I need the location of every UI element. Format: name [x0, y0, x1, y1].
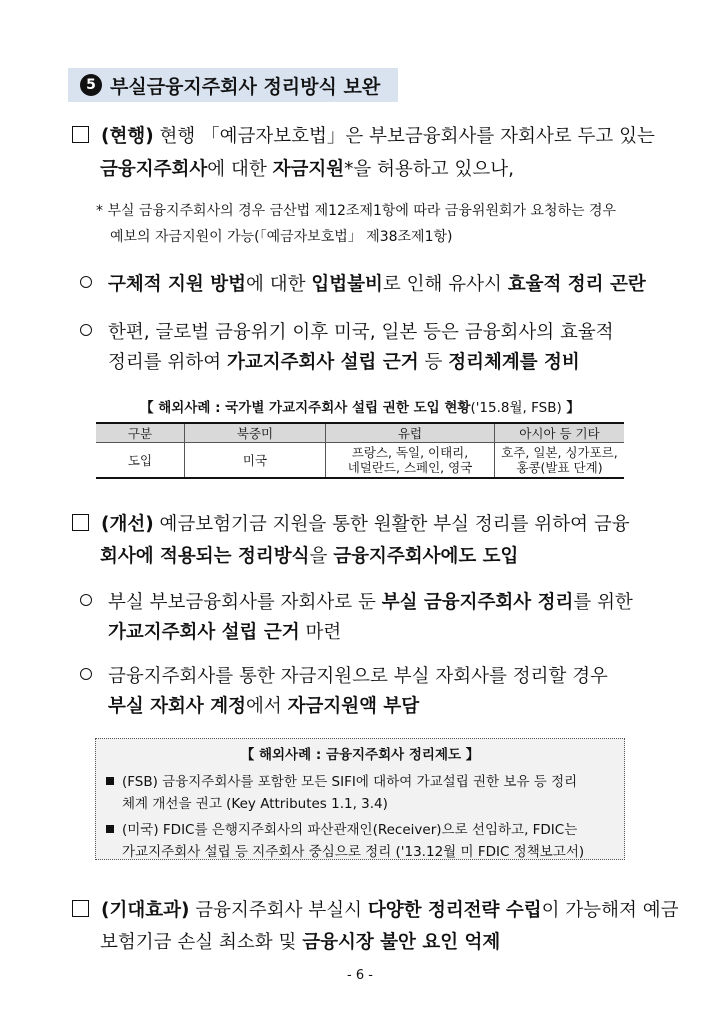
table-cell: 미국: [185, 443, 326, 479]
case-box-title: 【 해외사례 : 금융지주회사 정리제도 】: [240, 747, 480, 763]
improve-bullet2-line2: [108, 690, 419, 724]
ib1-1a: 부실 부보금융회사를 자회사로 둔: [108, 592, 382, 613]
bullet1-b: 에 대한: [245, 274, 312, 295]
case2-l1: (미국) FDIC를 은행지주회사의 파산관재인(Receiver)으로 선임하고, FDIC는: [122, 822, 578, 838]
current-line-1: [72, 120, 655, 154]
current-text-1: 현행 「예금자보호법」은 부보금융회사를 자회사로 두고 있는: [159, 126, 655, 147]
ib2-1: 금융지주회사를 통한 자금지원으로 부실 자회사를 정리할 경우: [108, 666, 608, 687]
checkbox-square-icon: [72, 514, 89, 531]
current-term-holding: 금융지주회사: [100, 159, 208, 180]
bullet1-a: 구체적 지원 방법: [108, 274, 246, 295]
square-bullet-icon: [106, 825, 114, 833]
improve-2b: 을: [309, 546, 334, 567]
table-header: 북중미: [185, 423, 326, 443]
bullet2-2d: 정리체계를 정비: [448, 352, 580, 373]
table-header: 아시아 등 기타: [495, 423, 625, 443]
circle-bullet-icon: [80, 594, 92, 606]
circle-bullet-icon: [80, 668, 92, 680]
case-item-2-line-2: 가교지주회사 설립 등 지주회사 중심으로 정리 ('13.12월 미 FDIC 정책보고서): [122, 844, 585, 860]
case-item-2-line-1: [106, 819, 624, 841]
checkbox-square-icon: [72, 900, 89, 917]
current-line-2: [100, 153, 514, 187]
page-number: - 6 -: [347, 968, 373, 983]
ib1-1c: 를 위한: [573, 592, 633, 613]
improve-label: (개선): [101, 514, 154, 535]
improve-line-2: [100, 540, 518, 574]
case-item-1-line-1: [106, 771, 624, 793]
effect-line-2: [100, 926, 500, 960]
table-cell: 프랑스, 독일, 이태리, 네덜란드, 스페인, 영국: [326, 443, 495, 479]
section-title: [68, 68, 398, 102]
ib1-1b: 부실 금융지주회사 정리: [381, 592, 574, 613]
circle-bullet-icon: [80, 324, 92, 336]
bullet1-d: 로 인해 유사시: [382, 274, 508, 295]
improve-bullet1-line1: [80, 586, 633, 620]
case1-l1: (FSB) 금융지주회사를 포함한 모든 SIFI에 대하여 가교설립 권한 보유 등 정리: [122, 774, 578, 790]
ib2-2c: 자금지원액 부담: [287, 696, 420, 717]
square-bullet-icon: [106, 777, 114, 785]
improve-bullet2-line1: [80, 660, 608, 694]
bullet-legislation: [80, 268, 646, 302]
caption-prefix: 【 해외사례 :: [140, 400, 226, 416]
effect-2b: 및: [272, 932, 303, 953]
bullet1-c: 입법불비: [311, 274, 383, 295]
improve-2c: 금융지주회사에도 도입: [333, 546, 519, 567]
improve-text-1: 예금보험기금 지원을 통한 원활한 부실 정리를 위하여 금융: [159, 514, 630, 535]
section-title-text: 부실금융지주회사 정리방식 보완: [110, 75, 381, 98]
current-label: (현행): [101, 126, 154, 147]
ib2-2b: 에서: [245, 696, 288, 717]
case-box: [95, 738, 625, 860]
bullet1-e: 효율적 정리 곤란: [507, 274, 646, 295]
bullet-global-line-1: [80, 316, 614, 350]
ib1-2b: 마련: [299, 622, 342, 643]
current-text-2b: 에 대한: [207, 159, 273, 180]
current-text-2d: *을 허용하고 있으나,: [344, 159, 514, 180]
table-row: [96, 443, 624, 479]
section-number: 5: [80, 74, 102, 96]
effect-1b: 다양한 정리전략 수립: [367, 900, 542, 921]
caption-main: 국가별 가교지주회사 설립 권한 도입 현황: [225, 400, 471, 416]
bullet2-2c: 등: [418, 352, 449, 373]
table-header: 구분: [96, 423, 185, 443]
effect-1c: 이 가능해져 예금: [541, 900, 679, 921]
footnote-line-2: 예보의 자금지원이 가능(「예금자보호법」 제38조제1항): [110, 229, 453, 245]
caption-suffix: 】: [561, 400, 580, 416]
footnote-line-1: * 부실 금융지주회사의 경우 금산법 제12조제1항에 따라 금융위원회가 요청하는 경우: [96, 203, 617, 219]
checkbox-square-icon: [72, 126, 89, 143]
improve-line-1: [72, 508, 630, 542]
ib1-2a: 가교지주회사 설립 근거: [108, 622, 300, 643]
ib2-2a: 부실 자회사 계정: [108, 696, 246, 717]
effect-line-1: [72, 894, 678, 928]
table-cell: 호주, 일본, 싱가포르, 홍콩(발표 단계): [495, 443, 625, 479]
improve-bullet1-line2: [108, 616, 341, 650]
effect-label: (기대효과): [101, 900, 190, 921]
effect-2c: 금융시장 불안 요인 억제: [302, 932, 501, 953]
effect-1a: 금융지주회사 부실시: [189, 900, 368, 921]
table-caption: [96, 396, 624, 416]
case-item-1-line-2: 체계 개선을 권고 (Key Attributes 1.1, 3.4): [122, 796, 388, 812]
overseas-table: [96, 422, 624, 479]
bullet2-2a: 정리를 위하여: [108, 352, 227, 373]
bullet2-line1: 한편, 글로벌 금융위기 이후 미국, 일본 등은 금융회사의 효율적: [108, 322, 614, 343]
bullet-global-line-2: [108, 346, 580, 380]
bullet2-2b: 가교지주회사 설립 근거: [227, 352, 419, 373]
table-header: 유럽: [326, 423, 495, 443]
caption-source: ('15.8월, FSB): [470, 400, 562, 416]
table-cell: 도입: [96, 443, 185, 479]
improve-2a: 회사에 적용되는 정리방식: [100, 546, 310, 567]
circle-bullet-icon: [80, 276, 92, 288]
current-term-funding: 자금지원: [272, 159, 345, 180]
effect-2a: 보험기금 손실 최소화: [100, 932, 273, 953]
